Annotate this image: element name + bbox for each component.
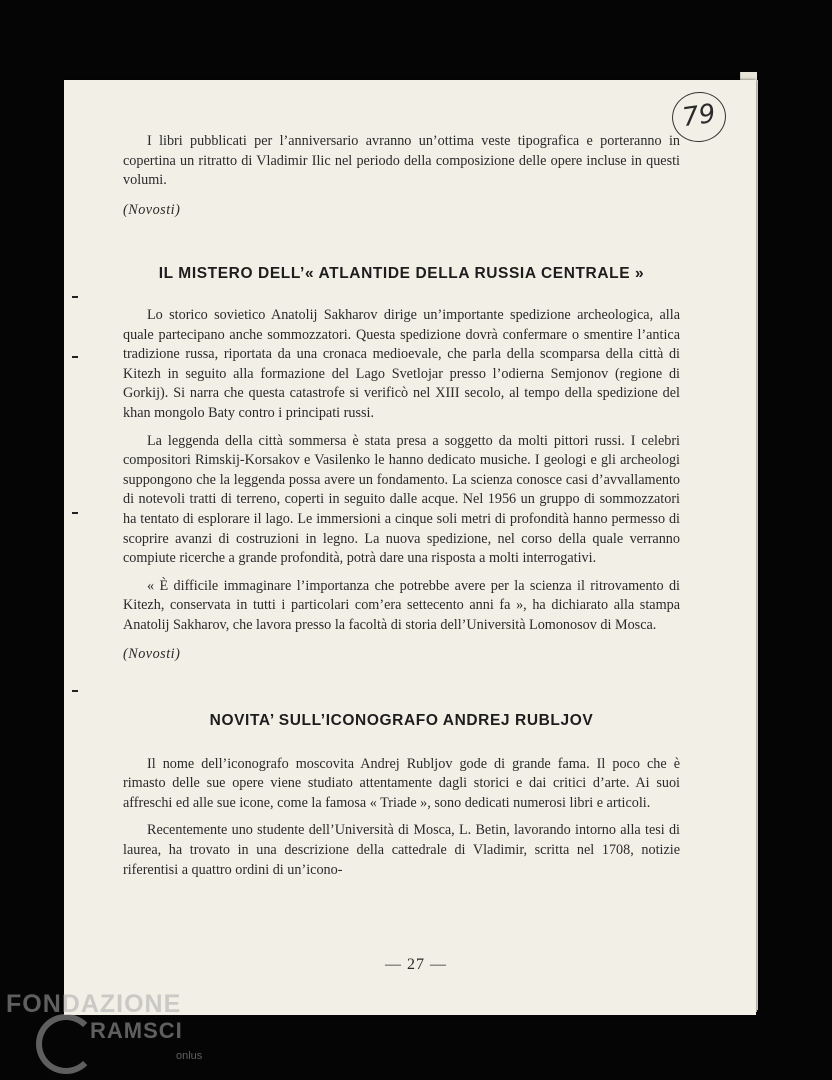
binding-staple-mark <box>72 512 78 514</box>
article2-paragraph: Il nome dell’iconografo moscovita Andrej Rubljov gode di grande fama. Il poco che è rimasto delle sue opere viene studiato attentamente dagli storici e dai critici d’arte. Ai suoi affreschi ed alle sue icone, come la famosa « Triade », sono dedicati numerosi libri e articoli. <box>123 755 680 811</box>
gramsci-g-logo-icon <box>36 1014 96 1074</box>
article1-paragraph: « È difficile immaginare l’importanza che potrebbe avere per la scienza il ritrovamento di Kitezh, conservata in tutti i particolari com’era settecento anni fa », ha dichiarato alla stampa Anatolij Sakharov, che lavora presso la facoltà di storia dell’Università Lomonosov di Mosca. <box>123 577 680 633</box>
watermark-line2: RAMSCI <box>90 1018 183 1043</box>
article1-paragraph: La leggenda della città sommersa è stata presa a soggetto da molti pittori russi. I celebri compositori Rimskij-Korsakov e Vasilenko le hanno dedicato musiche. I geologi e gli archeologi suppongono che la leggenda possa avere un fondamento. La scienza conosce casi d’avvallamento di notevoli tratti di terreno, coperti in seguito dalle acque. Nel 1956 un gruppo di sommozzatori ha tentato di esplorare il lago. Le immersioni a cinque soli metri di profondità hanno permesso di scoprire avanzi di costruzioni in legno. La nuova spedizione, nel corso della quale verranno compiute ricerche a grande profondità, potrà dare una risposta a molti interrogativi. <box>123 432 680 567</box>
fondazione-gramsci-watermark <box>6 990 216 1080</box>
binding-staple-mark <box>72 356 78 358</box>
article1-source: (Novosti) <box>123 646 181 663</box>
article2-paragraph: Recentemente uno studente dell’Università di Mosca, L. Betin, lavorando intorno alla tesi di laurea, ha trovato in una descrizione della cattedrale di Vladimir, scritta nel 1708, notizie riferentisi a quattro ordini di un’icono- <box>123 822 680 878</box>
binding-staple-mark <box>72 296 78 298</box>
page-number: — 27 — <box>385 956 447 973</box>
handwritten-page-number: 79 <box>669 88 729 145</box>
binding-staple-mark <box>72 690 78 692</box>
article1-paragraph: Lo storico sovietico Anatolij Sakharov dirige un’importante spedizione archeologica, alla quale partecipano anche sommozzatori. Questa spedizione dovrà confermare o smentire l’antica tradizione russa, riportata da una cronaca medioevale, che parla della scomparsa della città di Kitezh in seguito alla formazione del Lago Svetlojar presso l’odierna Semjonov (regione di Gorkij). Si narra che questa catastrofe si verificò nel XIII secolo, al tempo della spedizione del khan mongolo Baty contro i principati russi. <box>123 306 680 421</box>
page-content <box>123 132 680 880</box>
watermark-line1: FONDAZIONE <box>6 990 182 1018</box>
article1-title: IL MISTERO DELL’« ATLANTIDE DELLA RUSSIA CENTRALE » <box>158 265 645 283</box>
intro-paragraph: I libri pubblicati per l’anniversario avranno un’ottima veste tipografica e porteranno in copertina un ritratto di Vladimir Ilic nel periodo della composizione delle opere incluse in questi volumi. <box>123 133 680 189</box>
watermark-line3: onlus <box>176 1050 203 1062</box>
article2-title: NOVITA’ SULL’ICONOGRAFO ANDREJ RUBLJOV <box>209 712 594 730</box>
intro-source: (Novosti) <box>123 201 181 218</box>
